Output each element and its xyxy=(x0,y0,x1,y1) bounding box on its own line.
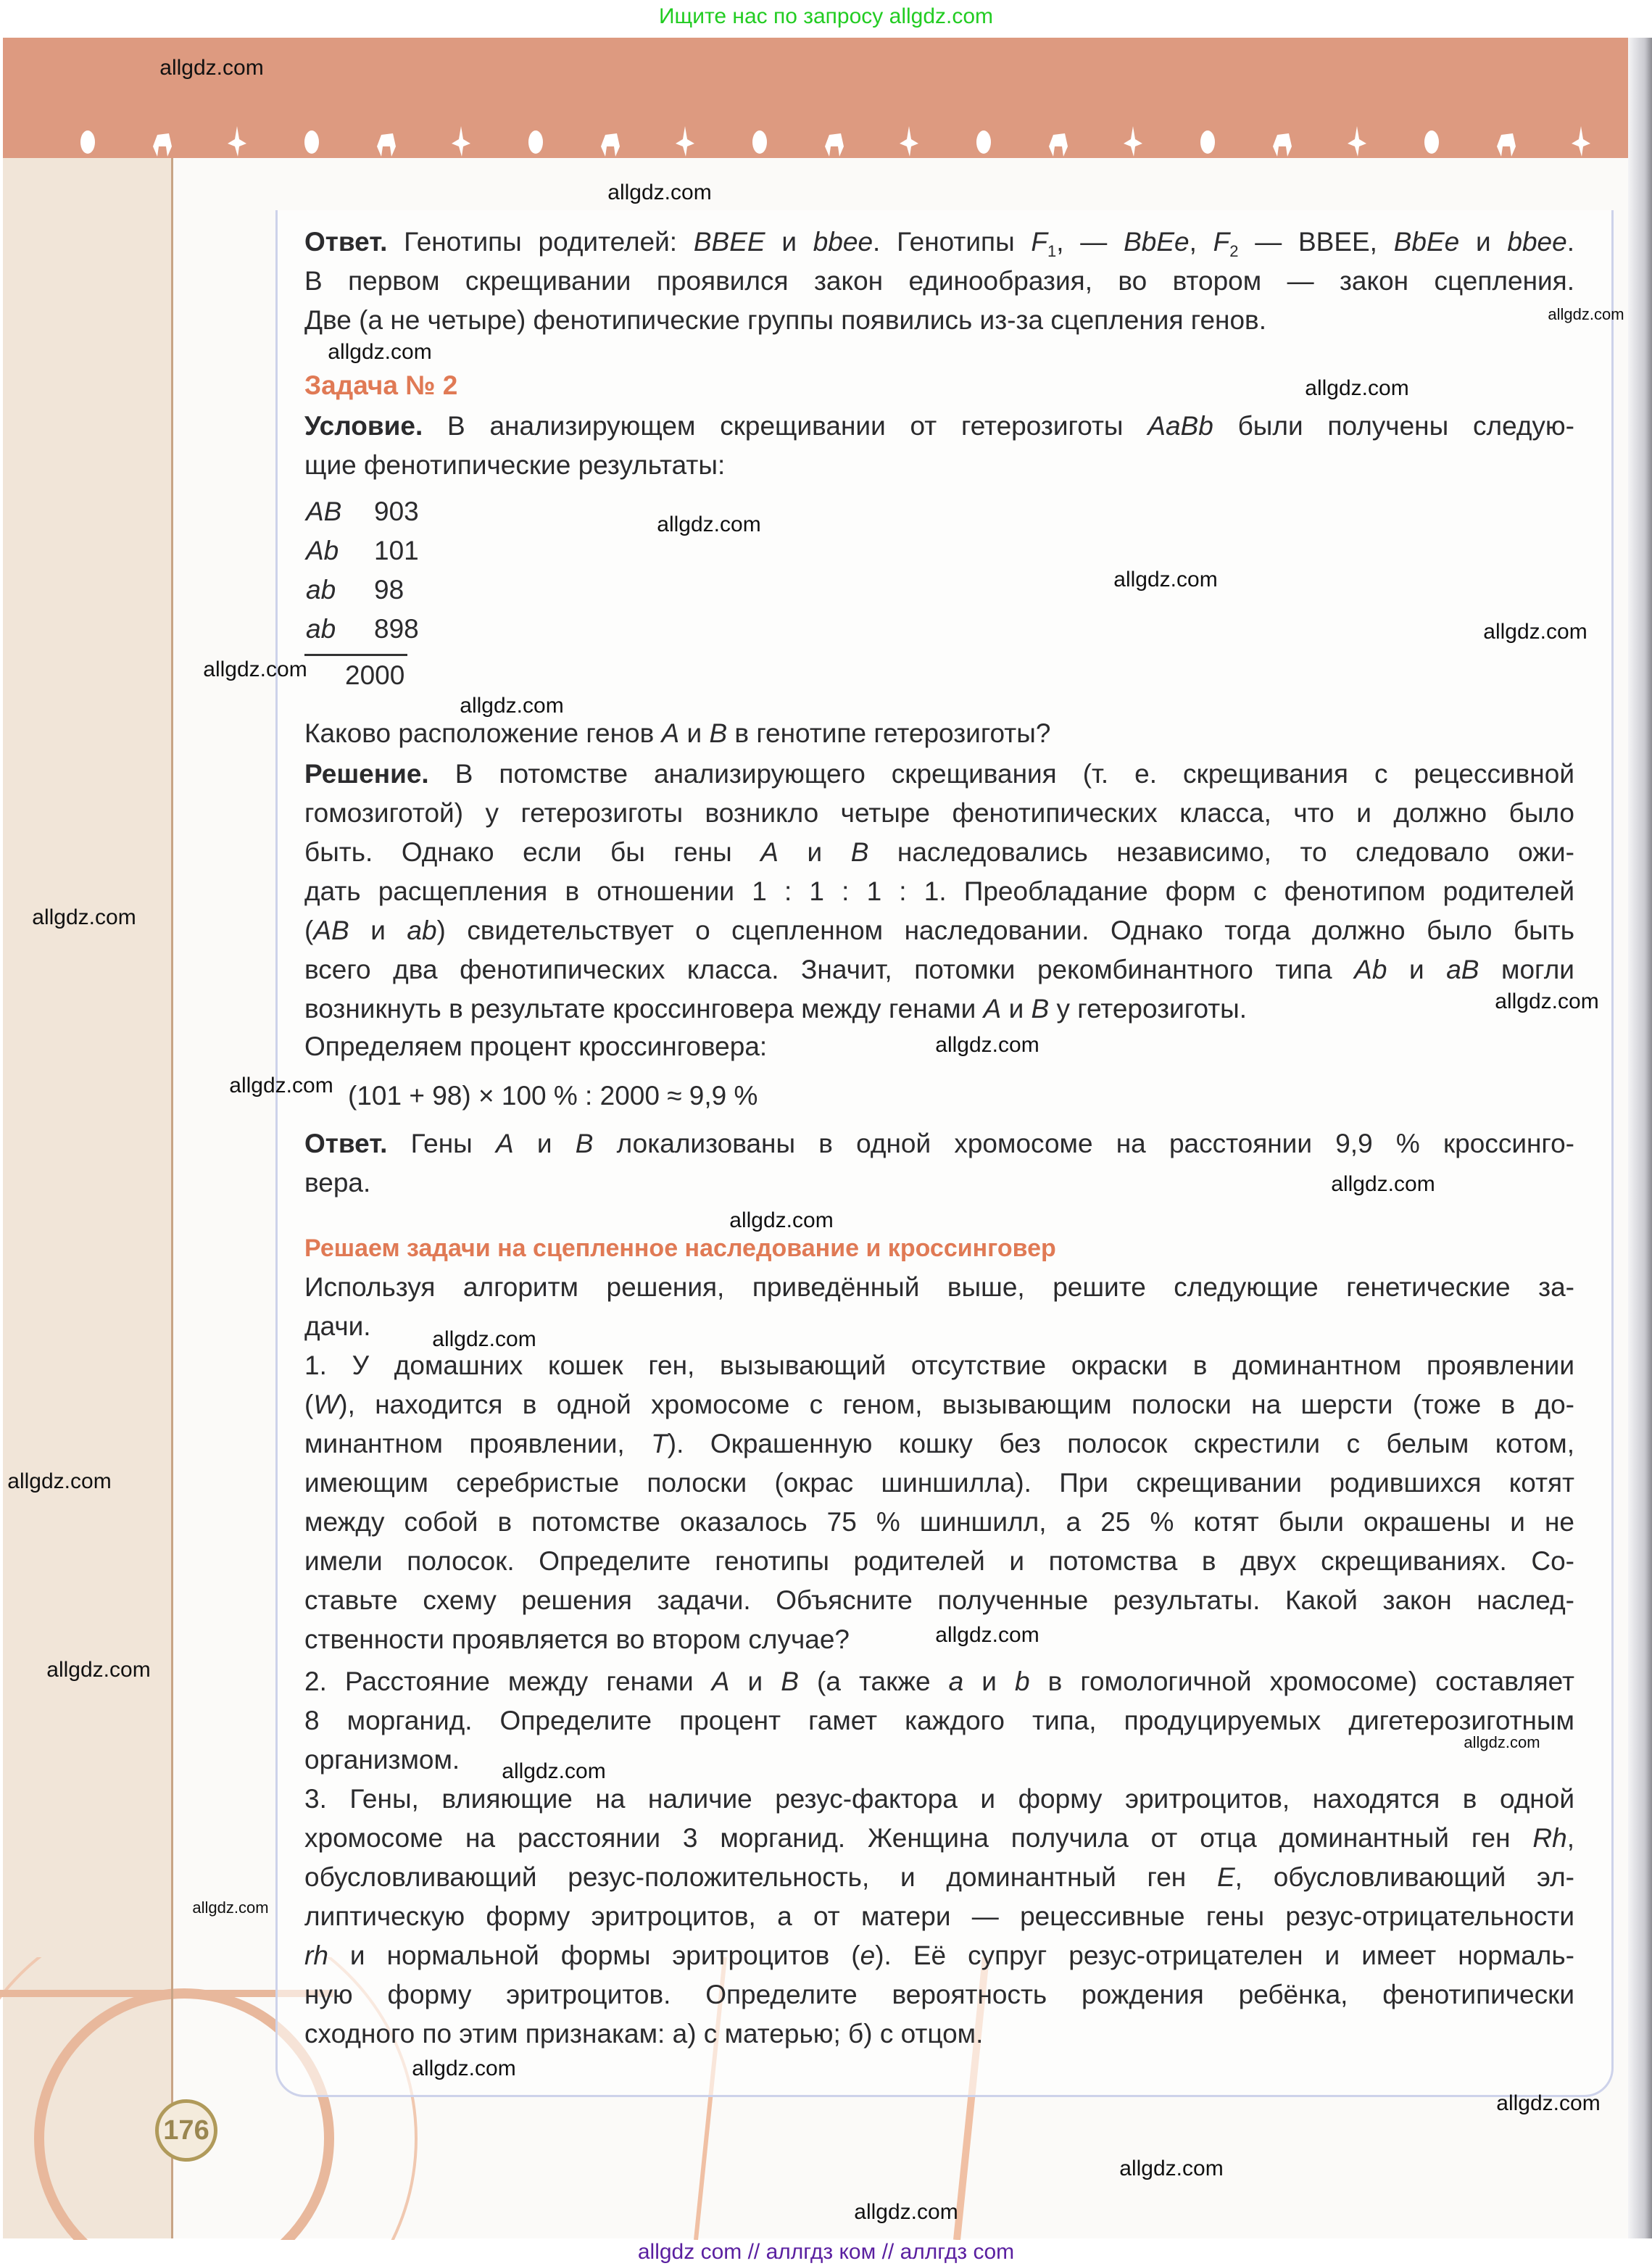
watermark: allgdz.com xyxy=(203,657,307,681)
text-segment: 2. Расстояние между генами xyxy=(304,1667,712,1696)
animal-silhouette-icon xyxy=(1569,125,1593,158)
text-segment: B xyxy=(709,718,728,748)
book-spine-shadow xyxy=(1628,38,1652,2238)
watermark: allgdz.com xyxy=(460,694,564,718)
count-cell: 898 xyxy=(374,614,419,644)
text-segment: организмом. xyxy=(304,1745,460,1775)
watermark: allgdz.com xyxy=(1331,1172,1435,1196)
animal-silhouette-icon xyxy=(299,125,324,158)
text-segment: и xyxy=(765,227,813,257)
text-segment: и xyxy=(963,1667,1016,1696)
animal-silhouette-icon xyxy=(1345,125,1369,158)
watermark: allgdz.com xyxy=(854,2200,958,2224)
site-search-note: Ищите нас по запросу allgdz.com xyxy=(658,4,994,28)
text-line xyxy=(304,756,1574,792)
watermark: allgdz.com xyxy=(1483,620,1587,644)
watermark: allgdz.com xyxy=(1113,568,1218,592)
text-segment: aB xyxy=(1446,955,1479,984)
watermark: allgdz.com xyxy=(729,1208,834,1232)
text-line xyxy=(304,1820,1574,1856)
text-segment: T xyxy=(651,1429,668,1458)
text-segment: F xyxy=(1213,227,1230,257)
footer-links: allgdz com // аллгдз ком // аллгдз com xyxy=(637,2240,1015,2264)
animal-silhouette-icon xyxy=(1046,125,1071,158)
text-line xyxy=(304,1387,1574,1423)
animal-silhouette-icon xyxy=(673,125,697,158)
text-segment: Две (а не четыре) фенотипические группы появились из-за сцепления генов. xyxy=(304,305,1266,335)
text-segment: щие фенотипические результаты: xyxy=(304,450,726,480)
text-segment: дать расщепления в отношении 1 : 1 : 1 : 1. Преобладание форм с фенотипом родителей xyxy=(304,876,1574,906)
watermark: allgdz.com xyxy=(46,1658,151,1682)
text-line xyxy=(304,302,1574,339)
text-segment: , обусловливающий эл- xyxy=(1234,1862,1574,1892)
text-segment: Гены xyxy=(387,1129,496,1158)
text-segment: ). Её супруг резус-отрицателен и имеет нормаль- xyxy=(875,1941,1574,1970)
text-segment: возникнуть в результате кроссинговера между генами xyxy=(304,994,984,1024)
text-segment: Используя алгоритм решения, приведённый выше, решите следующие генетические за- xyxy=(304,1272,1574,1302)
text-line xyxy=(304,1465,1574,1501)
text-segment: A xyxy=(495,1129,514,1158)
genotype-cell: Ab xyxy=(306,536,339,565)
text-segment: ) свидетельствует о сцепленном наследовании. Однако тогда должно было быть xyxy=(436,916,1575,945)
text-segment: ab xyxy=(407,916,437,945)
text-segment: A xyxy=(661,718,680,748)
text-segment: rh xyxy=(304,1941,328,1970)
text-line xyxy=(304,873,1574,910)
text-segment: 2 xyxy=(1229,242,1239,260)
animal-silhouette-icon xyxy=(1270,125,1295,158)
bold-label: Ответ. xyxy=(304,1129,388,1158)
text-segment: B xyxy=(850,837,869,867)
text-line xyxy=(304,1269,1574,1306)
animal-silhouette-icon xyxy=(1121,125,1145,158)
watermark: allgdz.com xyxy=(412,2057,516,2080)
watermark: allgdz.com xyxy=(1119,2157,1224,2180)
text-segment: имеющим серебристые полоски (окрас шиншилла). При скрещивании родившихся котят xyxy=(304,1468,1574,1498)
watermark: allgdz.com xyxy=(935,1623,1039,1647)
text-segment: 3. Гены, влияющие на наличие резус-фактора и форму эритроцитов, находятся в одной xyxy=(304,1784,1574,1814)
text-segment: b xyxy=(1015,1667,1030,1696)
text-segment: bbee xyxy=(813,227,873,257)
text-segment: 1. У домашних кошек ген, вызывающий отсутствие окраски в доминантном проявлении xyxy=(304,1350,1574,1380)
text-segment: в генотипе гетерозиготы? xyxy=(727,718,1051,748)
text-line xyxy=(304,263,1574,299)
animal-silhouette-icon xyxy=(523,125,548,158)
genotype-cell: ab xyxy=(306,614,336,644)
animal-silhouette-icon xyxy=(225,125,249,158)
text-segment: BBEE xyxy=(693,227,765,257)
text-segment: и нормальной формы эритроцитов ( xyxy=(328,1941,860,1970)
watermark: allgdz.com xyxy=(657,512,761,536)
genotype-cell: AB xyxy=(306,497,342,526)
text-segment: — BBEE, xyxy=(1238,227,1394,257)
text-line xyxy=(304,1664,1574,1700)
text-segment: (а также xyxy=(798,1667,949,1696)
count-cell: 101 xyxy=(374,536,419,565)
watermark: allgdz.com xyxy=(328,340,432,364)
text-segment: между собой в потомстве оказалось 75 % шиншилл, а 25 % котят были окрашены и не xyxy=(304,1507,1574,1537)
text-segment: . Генотипы xyxy=(873,227,1032,257)
watermark: allgdz.com xyxy=(32,905,136,929)
text-segment: имели полосок. Определите генотипы родителей и потомства в двух скрещиваниях. Со- xyxy=(304,1546,1574,1576)
text-segment: и xyxy=(729,1667,781,1696)
text-segment: B xyxy=(575,1129,594,1158)
text-segment: и xyxy=(679,718,710,748)
text-line xyxy=(304,1582,1574,1619)
text-line xyxy=(304,834,1574,871)
text-segment: минантном проявлении, xyxy=(304,1429,652,1458)
text-segment: A xyxy=(711,1667,730,1696)
text-line xyxy=(304,952,1574,988)
text-segment: Ab xyxy=(1354,955,1387,984)
animal-silhouette-icon xyxy=(897,125,921,158)
text-segment: BbEe xyxy=(1393,227,1460,257)
text-segment: E xyxy=(1216,1862,1235,1892)
text-segment: , — xyxy=(1056,227,1124,257)
bold-label: Решение. xyxy=(304,759,429,789)
watermark: allgdz.com xyxy=(1305,376,1409,400)
text-segment: ), находится в одной хромосоме с геном, вызывающим полоски на шерсти (тоже в до- xyxy=(339,1390,1574,1419)
watermark: allgdz.com xyxy=(1496,2091,1601,2115)
animal-silhouette-icon xyxy=(1419,125,1444,158)
text-segment: ( xyxy=(304,916,314,945)
text-line xyxy=(304,1781,1574,1817)
text-segment: и xyxy=(349,916,407,945)
text-segment: дачи. xyxy=(304,1311,371,1341)
text-segment: AB xyxy=(313,916,349,945)
page-number: 176 xyxy=(155,2099,217,2162)
text-segment: . xyxy=(1566,227,1574,257)
watermark: allgdz.com xyxy=(502,1759,606,1783)
text-segment: гомозиготой) у гетерозиготы возникло четыре фенотипических класса, что и должно было xyxy=(304,798,1574,828)
text-line xyxy=(304,913,1574,949)
text-segment: и xyxy=(513,1129,576,1158)
text-segment: у гетерозиготы. xyxy=(1049,994,1248,1024)
text-segment: a xyxy=(948,1667,964,1696)
text-segment: ную форму эритроцитов. Определите вероятность рождения ребёнка, фенотипически xyxy=(304,1980,1574,2009)
text-line xyxy=(304,1426,1574,1462)
text-line xyxy=(304,1742,1574,1778)
text-segment: Генотипы родителей: xyxy=(387,227,694,257)
bold-label: Условие. xyxy=(304,411,423,441)
text-line xyxy=(304,2016,1574,2052)
text-segment: B xyxy=(781,1667,799,1696)
text-segment: e xyxy=(860,1941,876,1970)
text-segment: В первом скрещивании проявился закон единообразия, во втором — закон сцепления. xyxy=(304,266,1574,296)
text-segment: Каково расположение генов xyxy=(304,718,662,748)
watermark: allgdz.com xyxy=(607,180,712,204)
text-segment: В анализирующем скрещивании от гетерозиготы xyxy=(423,411,1148,441)
text-segment: ( xyxy=(304,1390,314,1419)
text-segment: вера. xyxy=(304,1168,371,1198)
count-cell: 98 xyxy=(374,575,404,605)
animal-silhouette-icon xyxy=(1195,125,1220,158)
text-segment: (101 + 98) × 100 % : 2000 ≈ 9,9 % xyxy=(348,1081,758,1111)
animal-silhouette-icon xyxy=(1494,125,1519,158)
left-margin-strip xyxy=(3,158,171,2238)
text-segment: хромосоме на расстоянии 3 морганид. Женщина получила от отца доминантный ген xyxy=(304,1823,1533,1853)
text-line xyxy=(304,1938,1574,1974)
text-segment: липтическую форму эритроцитов, а от матери — рецессивные гены резус-отрицательности xyxy=(304,1901,1574,1931)
text-line xyxy=(304,715,1574,752)
text-line xyxy=(348,1078,1618,1114)
watermark: allgdz.com xyxy=(229,1074,333,1097)
animal-silhouette-icon xyxy=(150,125,175,158)
text-segment: могли xyxy=(1479,955,1574,984)
text-line xyxy=(304,1543,1574,1580)
text-segment: в гомологичной хромосоме) составляет xyxy=(1029,1667,1574,1696)
text-line xyxy=(304,1348,1574,1384)
text-line xyxy=(304,1703,1574,1739)
text-segment: ственности проявляется во втором случае? xyxy=(304,1624,850,1654)
text-segment: A xyxy=(760,837,779,867)
count-cell: 903 xyxy=(374,497,419,526)
text-line xyxy=(304,1977,1574,2013)
text-segment: Rh xyxy=(1532,1823,1567,1853)
animal-silhouette-icon xyxy=(75,125,100,158)
text-segment: F xyxy=(1031,227,1048,257)
text-segment: 8 морганид. Определите процент гамет каждого типа, продуцируемых дигетерозиготным xyxy=(304,1706,1574,1735)
text-segment: наследовались независимо, то следовало ожи- xyxy=(868,837,1574,867)
text-segment: Определяем процент кроссинговера: xyxy=(304,1032,768,1061)
watermark: allgdz.com xyxy=(1495,989,1599,1013)
text-segment: были получены следую- xyxy=(1213,411,1574,441)
watermark: allgdz.com xyxy=(935,1033,1039,1057)
text-line xyxy=(304,408,1574,444)
section-heading: Задача № 2 xyxy=(304,370,458,400)
text-line xyxy=(304,1126,1574,1162)
text-segment: локализованы в одной хромосоме на расстоянии 9,9 % кроссинго- xyxy=(593,1129,1574,1158)
text-segment: A xyxy=(983,994,1002,1024)
sum-rule xyxy=(304,654,407,656)
animal-silhouette-icon xyxy=(374,125,399,158)
text-line xyxy=(304,1859,1574,1896)
text-line xyxy=(304,1230,1574,1266)
text-segment: BbEe xyxy=(1124,227,1190,257)
bold-label: Ответ. xyxy=(304,227,388,257)
text-segment: сходного по этим признакам: а) с матерью; б) с отцом. xyxy=(304,2019,984,2049)
text-line xyxy=(304,1898,1574,1935)
watermark: allgdz.com xyxy=(432,1327,536,1351)
text-segment: 1 xyxy=(1047,242,1057,260)
watermark: allgdz.com xyxy=(1548,305,1624,323)
watermark: allgdz.com xyxy=(192,1898,269,1917)
margin-rule xyxy=(171,158,173,2238)
text-segment: и xyxy=(1387,955,1447,984)
text-segment: AaBb xyxy=(1147,411,1213,441)
text-segment: В потомстве анализирующего скрещивания (т. е. скрещивания с рецессивной xyxy=(428,759,1574,789)
text-line xyxy=(304,991,1574,1027)
animal-silhouette-icon xyxy=(449,125,473,158)
total-cell: 2000 xyxy=(345,660,405,690)
text-segment: быть. Однако если бы гены xyxy=(304,837,761,867)
text-segment: bbee xyxy=(1507,227,1567,257)
watermark: allgdz.com xyxy=(7,1469,112,1493)
watermark: allgdz.com xyxy=(1464,1733,1540,1751)
section-heading: Решаем задачи на сцепленное наследование и кроссинговер xyxy=(304,1234,1056,1262)
animal-silhouette-icon xyxy=(822,125,847,158)
text-line xyxy=(304,447,1574,484)
text-segment: и xyxy=(1001,994,1032,1024)
text-segment: W xyxy=(313,1390,339,1419)
text-line xyxy=(304,1504,1574,1540)
animal-silhouette-icon xyxy=(598,125,623,158)
text-segment: обусловливающий резус-положительность, и доминантный ген xyxy=(304,1862,1217,1892)
text-segment: и xyxy=(1459,227,1508,257)
genotype-cell: ab xyxy=(306,575,336,605)
text-segment: ставьте схему решения задачи. Объясните полученные результаты. Какой закон наслед- xyxy=(304,1585,1574,1615)
animal-silhouette-icon xyxy=(971,125,996,158)
text-line xyxy=(304,795,1574,831)
watermark: allgdz.com xyxy=(159,56,264,80)
text-segment: всего два фенотипических класса. Значит, потомки рекомбинантного типа xyxy=(304,955,1355,984)
text-segment: , xyxy=(1566,1823,1574,1853)
text-segment: и xyxy=(778,837,851,867)
text-segment: , xyxy=(1189,227,1213,257)
animal-silhouette-icon xyxy=(747,125,772,158)
text-segment: ). Окрашенную кошку без полосок скрестили с белым котом, xyxy=(667,1429,1574,1458)
text-segment: B xyxy=(1031,994,1050,1024)
